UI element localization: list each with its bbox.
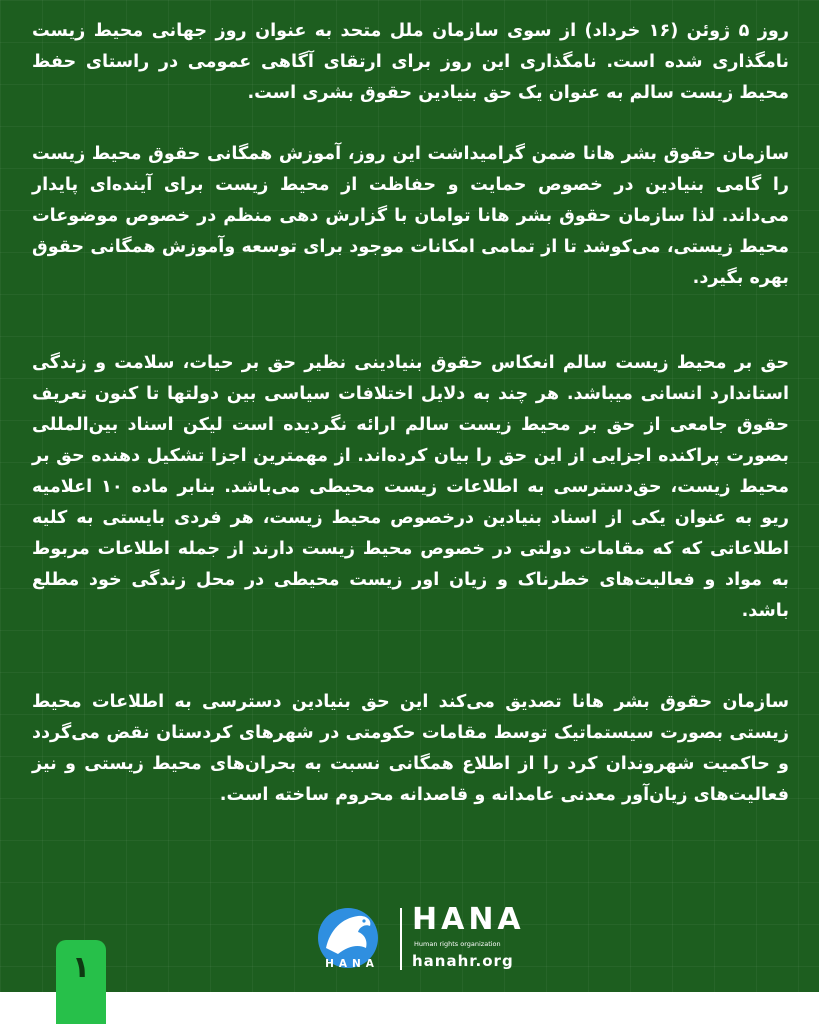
- page-number-tab: [56, 940, 106, 1024]
- article-body: [32, 16, 789, 811]
- footer-band: [0, 992, 819, 1024]
- brand-url: hanahr.org: [412, 952, 514, 970]
- logo-divider: [400, 908, 402, 970]
- paragraph-world-environment-day: روز ۵ ژوئن (۱۶ خرداد) از سوی سازمان ملل متحد به عنوان روز جهانی محیط زیست نامگذاری شده است. نامگذاری این روز برای ارتقای آگاهی عمومی در راستای حفظ محیط زیست سالم به عنوان یک حق بنیادین حقوق بشری است.: [32, 21, 790, 103]
- brand-name: HANA: [412, 902, 525, 937]
- paragraph-hana-education: سازمان حقوق بشر هانا ضمن گرامیداشت این روز، آموزش همگانی حقوق محیط زیست را گامی بنیادین در خصوص حمایت و حفاظت از محیط زیست برای آینده‌ای پایدار می‌داند. لذا سازمان حقوق بشر هانا توامان با گزارش دهی منظم در خصوص موضوعات محیط زیستی، می‌کوشد تا از تمامی امکانات موجود برای توسعه وآموزش همگانی حقوق بهره بگیرد.: [32, 144, 789, 288]
- brand-tagline: Human rights organization: [414, 940, 501, 948]
- spacer: [32, 627, 789, 687]
- hana-logo: [308, 900, 525, 978]
- logo-caption: HANA: [325, 958, 379, 970]
- spacer: [32, 294, 789, 348]
- page-number: ۱: [71, 950, 91, 985]
- paragraph-kurdistan-violation: سازمان حقوق بشر هانا تصدیق می‌کند این حق بنیادین دسترسی به اطلاعات محیط زیستی بصورت سیستماتیک توسط مقامات حکومتی در شهرهای کردستان نقض می‌گردد و حاکمیت شهروندان کرد را از اطلاع همگانی نسبت به بحران‌های محیط زیستی و نیز فعالیت‌های زیان‌آور معدنی عامدانه و قاصدانه محروم ساخته است.: [32, 692, 789, 805]
- paragraph-right-to-environment: حق بر محیط زیست سالم انعکاس حقوق بنیادینی نظیر حق بر حیات، سلامت و زندگی استاندارد انسانی میباشد. هر چند به دلایل اختلافات سیاسی بین دولتها تا کنون تعریف حقوق جامعی از حق بر محیط زیست سالم ارائه نگردیده است لیکن اسناد بین‌المللی بصورت پراکنده اجزایی از این حق را بیان کرده‌اند. از مهمترین اجزا تشکیل دهنده حق بر محیط زیست، حق‌دسترسی به اطلاعات زیست محیطی می‌باشد. بنابر ماده ۱۰ اعلامیه ریو به عنوان یکی از اسناد بنیادین درخصوص محیط زیست، هر فردی بایستی به کلیه اطلاعاتی که که مقامات دولتی در خصوص محیط زیست دارند از جمله اطلاعات مربوط به مواد و فعالیت‌های خطرناک و زیان اور زیست محیطی در محل زندگی خود مطلع باشد.: [32, 353, 789, 621]
- spacer: [32, 109, 789, 139]
